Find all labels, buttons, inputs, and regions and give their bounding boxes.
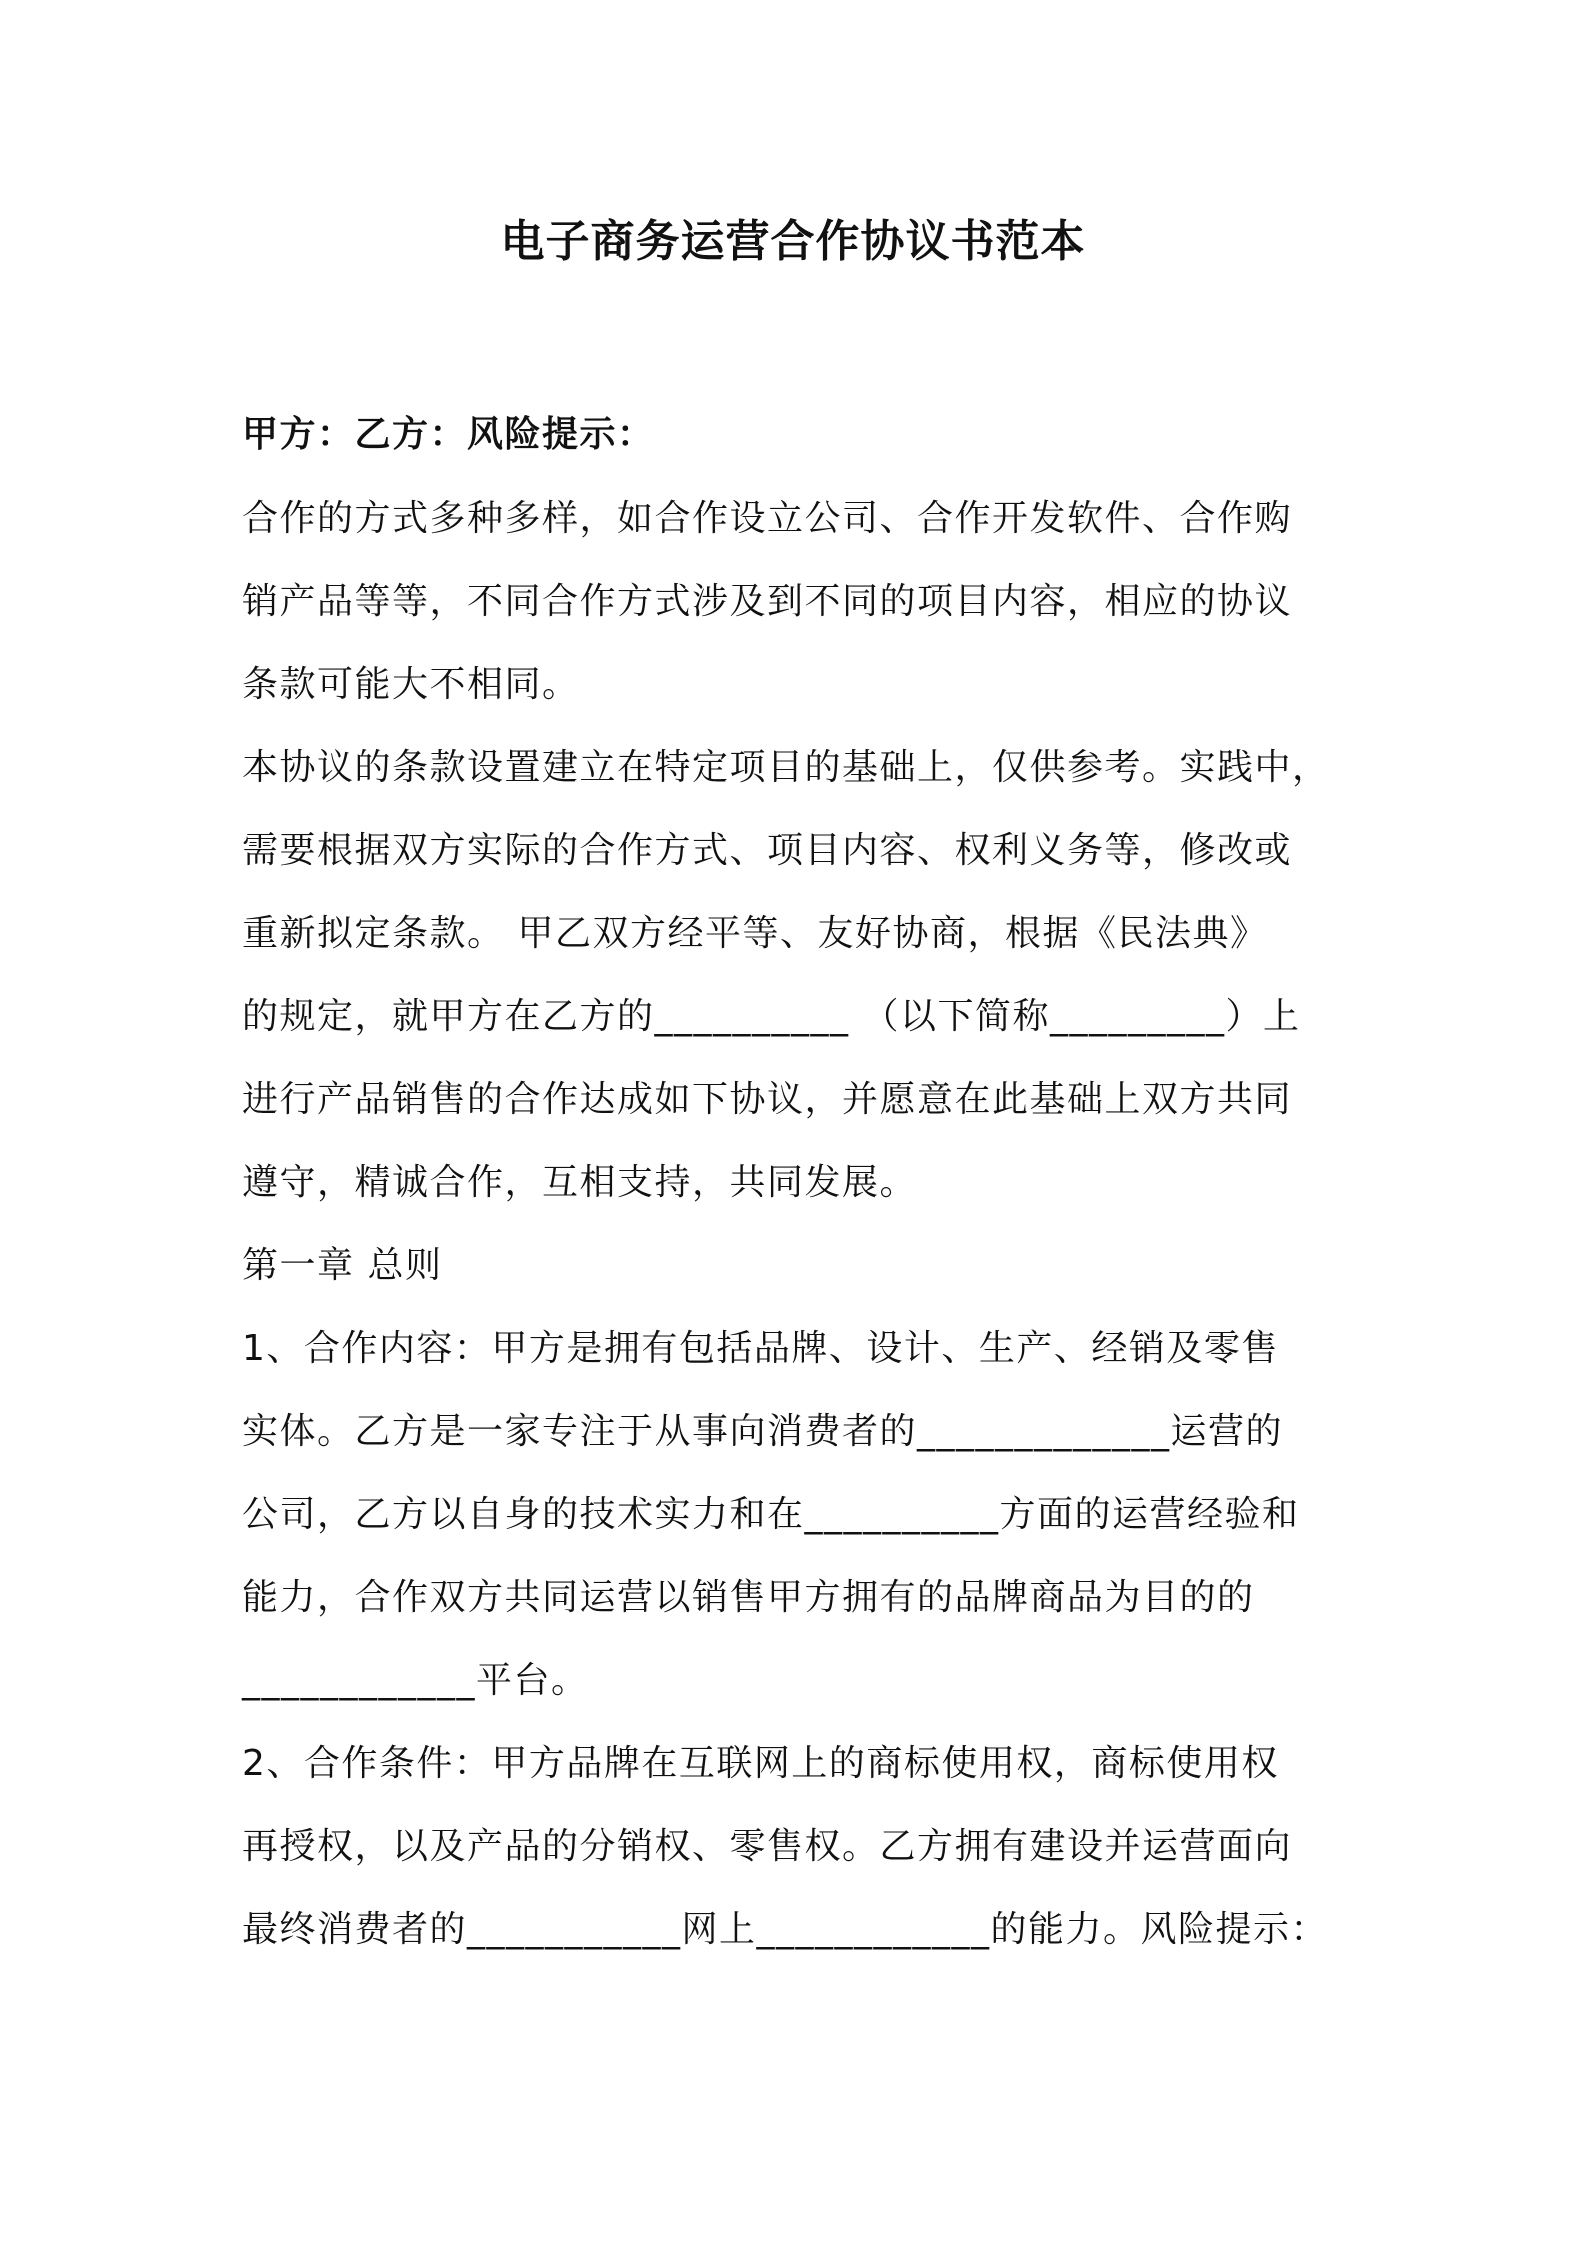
paragraph-line: 的规定，就甲方在乙方的__________ （以下简称_________）上 <box>242 996 1301 1037</box>
paragraph-line: 需要根据双方实际的合作方式、项目内容、权利义务等，修改或 <box>242 830 1293 871</box>
paragraph-line: 进行产品销售的合作达成如下协议，并愿意在此基础上双方共同 <box>242 1079 1293 1120</box>
paragraph-line: 合作的方式多种多样，如合作设立公司、合作开发软件、合作购 <box>242 498 1293 539</box>
paragraph-line: 能力，合作双方共同运营以销售甲方拥有的品牌商品为目的的 <box>242 1577 1255 1618</box>
paragraph-line: 再授权，以及产品的分销权、零售权。乙方拥有建设并运营面向 <box>242 1826 1293 1867</box>
parties-heading: 甲方：乙方：风险提示： <box>242 414 655 455</box>
document-title: 电子商务运营合作协议书范本 <box>500 216 1086 267</box>
paragraph-line: 实体。乙方是一家专注于从事向消费者的_____________运营的 <box>242 1411 1284 1452</box>
paragraph-line: 销产品等等，不同合作方式涉及到不同的项目内容，相应的协议 <box>242 581 1293 622</box>
paragraph-line: 最终消费者的___________网上____________的能力。风险提示： <box>242 1909 1329 1950</box>
paragraph-line: 2、合作条件：甲方品牌在互联网上的商标使用权，商标使用权 <box>242 1743 1279 1784</box>
paragraph-line: ____________平台。 <box>242 1660 589 1701</box>
paragraph-line: 本协议的条款设置建立在特定项目的基础上，仅供参考。实践中， <box>242 747 1330 788</box>
chapter-heading: 第一章 总则 <box>242 1245 443 1286</box>
paragraph-line: 重新拟定条款。 甲乙双方经平等、友好协商，根据《民法典》 <box>242 913 1268 954</box>
paragraph-line: 1、合作内容：甲方是拥有包括品牌、设计、生产、经销及零售 <box>242 1328 1279 1369</box>
paragraph-line: 条款可能大不相同。 <box>242 664 580 705</box>
paragraph-line: 遵守，精诚合作，互相支持，共同发展。 <box>242 1162 918 1203</box>
paragraph-line: 公司，乙方以自身的技术实力和在__________方面的运营经验和 <box>242 1494 1300 1535</box>
